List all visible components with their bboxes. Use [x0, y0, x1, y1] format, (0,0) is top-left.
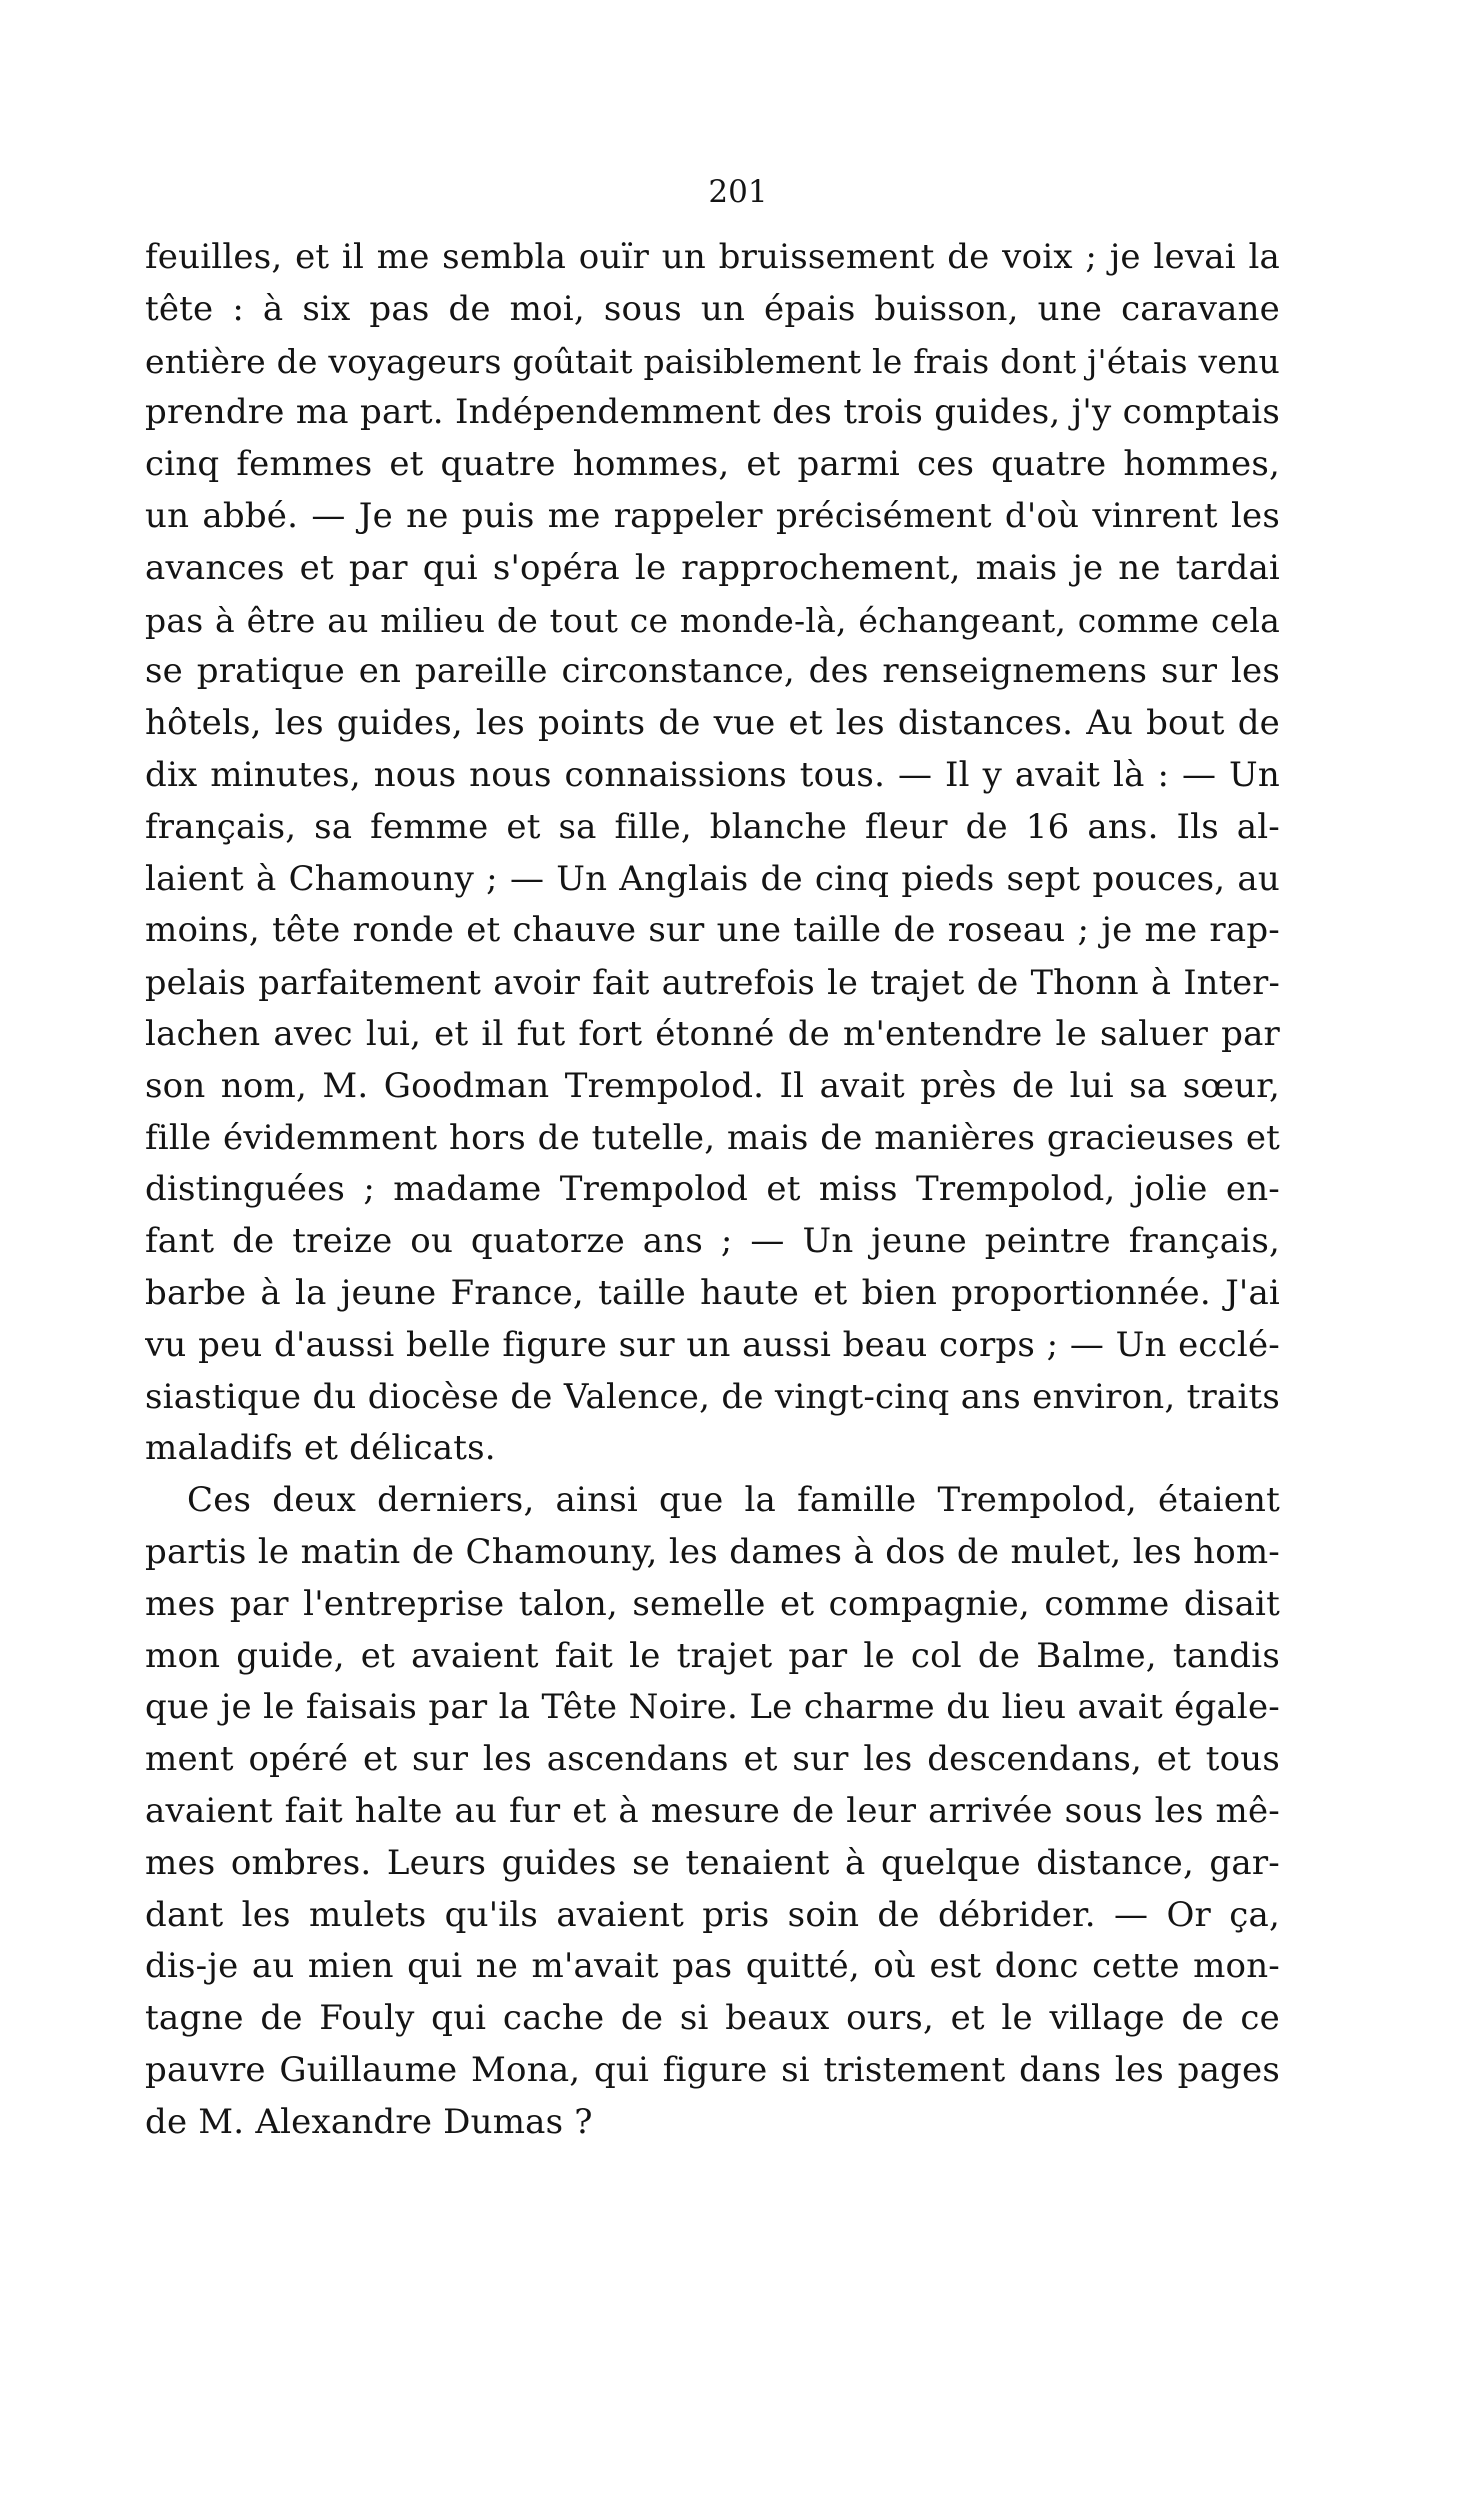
text-line: se pratique en pareille circonstance, des renseignemens sur les — [145, 651, 1280, 692]
text-line: lachen avec lui, et il fut fort étonné de m'entendre le saluer par — [145, 1013, 1280, 1054]
text-line: tagne de Fouly qui cache de si beaux ours, et le village de ce — [145, 1998, 1280, 2039]
text-line: barbe à la jeune France, taille haute et bien proportionnée. J'ai — [145, 1272, 1280, 1313]
text-line: de M. Alexandre Dumas ? — [145, 2101, 593, 2142]
text-line: dis-je au mien qui ne m'avait pas quitté, où est donc cette mon- — [145, 1946, 1280, 1987]
text-line: un abbé. — Je ne puis me rappeler précisément d'où vinrent les — [145, 495, 1280, 536]
text-line: pas à être au milieu de tout ce monde-là, échangeant, comme cela — [145, 600, 1280, 640]
text-line: mes ombres. Leurs guides se tenaient à quelque distance, gar- — [145, 1842, 1280, 1883]
text-line: moins, tête ronde et chauve sur une taille de roseau ; je me rap- — [145, 910, 1280, 951]
text-line: Ces deux derniers, ainsi que la famille Trempolod, étaient — [187, 1480, 1280, 1521]
text-line: avaient fait halte au fur et à mesure de leur arrivée sous les mê- — [145, 1790, 1280, 1831]
text-line: partis le matin de Chamouny, les dames à dos de mulet, les hom- — [145, 1531, 1280, 1572]
text-line: fant de treize ou quatorze ans ; — Un jeune peintre français, — [145, 1221, 1280, 1262]
text-line: pauvre Guillaume Mona, qui figure si tristement dans les pages — [145, 2049, 1280, 2090]
text-line: ment opéré et sur les ascendans et sur les descendans, et tous — [145, 1739, 1280, 1780]
text-line: vu peu d'aussi belle figure sur un aussi beau corps ; — Un ecclé- — [145, 1324, 1280, 1365]
text-line: hôtels, les guides, les points de vue et les distances. Au bout de — [145, 703, 1280, 744]
text-line: laient à Chamouny ; — Un Anglais de cinq pieds sept pouces, au — [145, 858, 1280, 899]
paragraph-2 — [145, 1475, 1280, 2148]
text-line: pelais parfaitement avoir fait autrefois le trajet de Thonn à Inter- — [145, 963, 1280, 1003]
text-line: dix minutes, nous nous connaissions tous. — Il y avait là : — Un — [145, 754, 1280, 795]
text-line: mes par l'entreprise talon, semelle et compagnie, comme disait — [145, 1583, 1280, 1624]
text-line: son nom, M. Goodman Trempolod. Il avait près de lui sa sœur, — [145, 1065, 1280, 1106]
paragraph-1 — [145, 232, 1280, 1475]
text-line: dant les mulets qu'ils avaient pris soin de débrider. — Or ça, — [145, 1894, 1280, 1935]
text-line: tête : à six pas de moi, sous un épais buisson, une caravane — [145, 288, 1280, 329]
text-line: que je le faisais par la Tête Noire. Le charme du lieu avait égale- — [145, 1687, 1280, 1728]
text-line: français, sa femme et sa fille, blanche fleur de 16 ans. Ils al- — [145, 806, 1280, 847]
text-line: siastique du diocèse de Valence, de vingt-cinq ans environ, traits — [145, 1376, 1280, 1417]
text-line: cinq femmes et quatre hommes, et parmi ces quatre hommes, — [145, 444, 1280, 485]
text-line: feuilles, et il me sembla ouïr un bruissement de voix ; je levai la — [145, 237, 1280, 277]
text-line: fille évidemment hors de tutelle, mais de manières gracieuses et — [145, 1117, 1280, 1158]
body-text — [145, 232, 1280, 2148]
text-line: distinguées ; madame Trempolod et miss Trempolod, jolie en- — [145, 1169, 1280, 1210]
page-number: 201 — [708, 174, 768, 210]
text-line: mon guide, et avaient fait le trajet par le col de Balme, tandis — [145, 1635, 1280, 1676]
text-line: prendre ma part. Indépendemment des trois guides, j'y comptais — [145, 392, 1280, 433]
text-line: entière de voyageurs goûtait paisiblement le frais dont j'étais venu — [145, 341, 1280, 381]
text-line: avances et par qui s'opéra le rapprochement, mais je ne tardai — [145, 547, 1280, 588]
text-line: maladifs et délicats. — [145, 1428, 496, 1469]
